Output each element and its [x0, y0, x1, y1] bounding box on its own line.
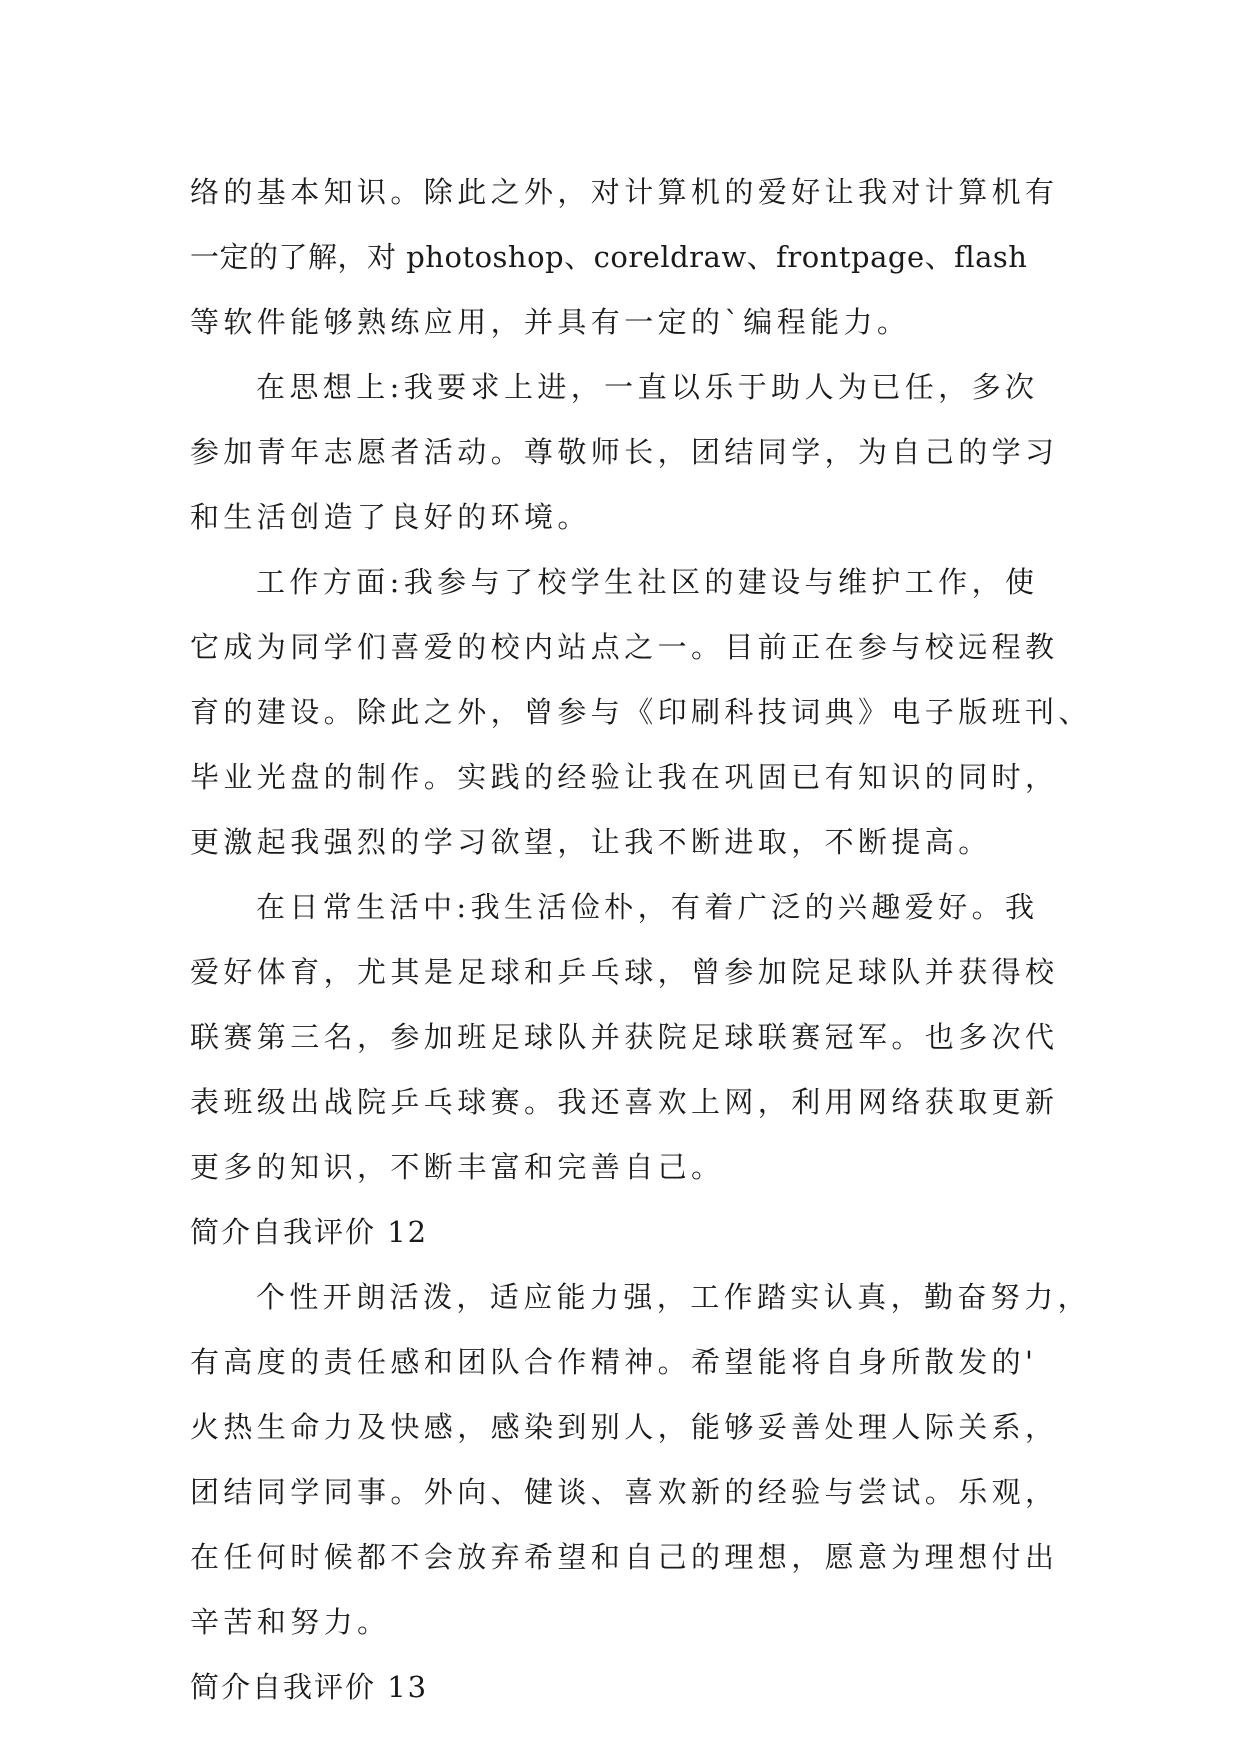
text-line: 联赛第三名，参加班足球队并获院足球联赛冠军。也多次代 — [190, 1020, 1059, 1054]
section-heading: 简介自我评价 12 — [190, 1215, 429, 1249]
text-line: 更多的知识，不断丰富和完善自己。 — [190, 1150, 725, 1184]
text-line: 辛苦和努力。 — [190, 1605, 391, 1639]
paragraph — [190, 1265, 1092, 1655]
text-line: 络的基本知识。除此之外，对计算机的爱好让我对计算机有 — [190, 175, 1059, 209]
section-heading: 简介自我评价 13 — [190, 1670, 429, 1704]
text-line: 育的建设。除此之外，曾参与《印刷科技词典》电子版班刊、 — [190, 695, 1092, 729]
text-line: 它成为同学们喜爱的校内站点之一。目前正在参与校远程教 — [190, 630, 1059, 664]
text-line: 爱好体育，尤其是足球和乒乓球，曾参加院足球队并获得校 — [190, 955, 1059, 989]
text-line: 在思想上:我要求上进，一直以乐于助人为已任，多次 — [256, 370, 1039, 404]
text-line: 一定的了解，对 photoshop、coreldraw、frontpage、flash — [190, 240, 1028, 274]
text-line: 表班级出战院乒乓球赛。我还喜欢上网，利用网络获取更新 — [190, 1085, 1059, 1119]
text-line: 在日常生活中:我生活俭朴，有着广泛的兴趣爱好。我 — [256, 890, 1039, 924]
text-line: 和生活创造了良好的环境。 — [190, 500, 591, 534]
paragraph — [190, 550, 1092, 875]
text-line: 更激起我强烈的学习欲望，让我不断进取，不断提高。 — [190, 825, 992, 859]
text-line: 火热生命力及快感，感染到别人，能够妥善处理人际关系， — [190, 1410, 1059, 1444]
paragraph — [190, 160, 1070, 355]
text-line: 在任何时候都不会放弃希望和自己的理想，愿意为理想付出 — [190, 1540, 1059, 1574]
text-line: 参加青年志愿者活动。尊敬师长，团结同学，为自己的学习 — [190, 435, 1059, 469]
text-line: 团结同学同事。外向、健谈、喜欢新的经验与尝试。乐观， — [190, 1475, 1059, 1509]
document-page — [190, 160, 1092, 1720]
text-line: 毕业光盘的制作。实践的经验让我在巩固已有知识的同时， — [190, 760, 1059, 794]
text-line: 个性开朗活泼，适应能力强，工作踏实认真，勤奋努力， — [256, 1280, 1092, 1314]
text-line: 等软件能够熟练应用，并具有一定的`编程能力。 — [190, 305, 911, 339]
text-line: 有高度的责任感和团队合作精神。希望能将自身所散发的' — [190, 1345, 1038, 1379]
paragraph — [190, 355, 1070, 550]
paragraph — [190, 875, 1070, 1200]
text-line: 工作方面:我参与了校学生社区的建设与维护工作，使 — [256, 565, 1039, 599]
